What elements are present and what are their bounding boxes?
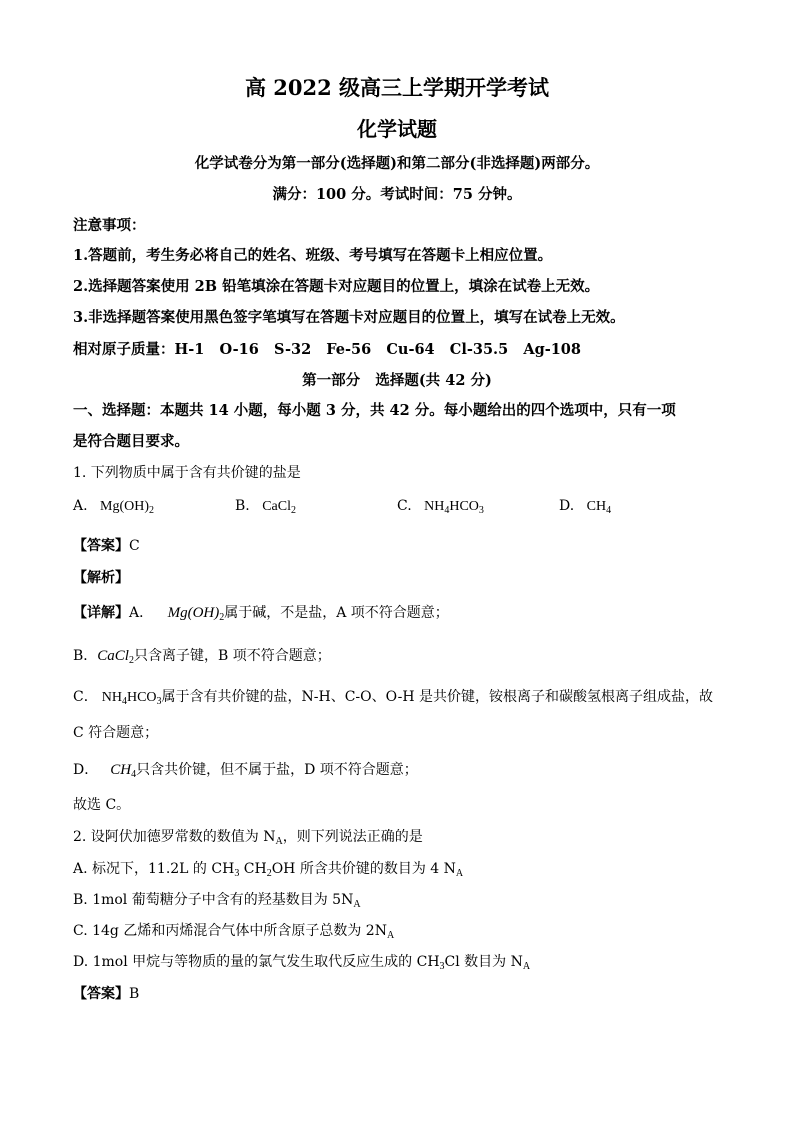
subject-title: 化学试题 xyxy=(357,117,437,141)
q1-detail-d: D． $CH_4$只含共价键，但不属于盐，D 项不符合题意； xyxy=(73,762,418,780)
q1-stem: 1. 下列物质中属于含有共价键的盐是 xyxy=(73,465,301,481)
exam-intro: 化学试卷分为第一部分(选择题)和第二部分(非选择题)两部分。 xyxy=(194,155,600,172)
part1-heading: 第一部分 选择题(共 42 分) xyxy=(302,372,492,389)
atomic-masses: 相对原子质量：H-1 O-16 S-32 Fe-56 Cu-64 Cl-35.5 Ag-108 xyxy=(73,341,581,358)
q1-conclusion: 故选 C。 xyxy=(73,797,131,813)
q2-stem: 2. 设阿伏加德罗常数的数值为 $N_A$，则下列说法正确的是 xyxy=(73,829,423,847)
part1-instruction-line2: 是符合题目要求。 xyxy=(73,433,189,450)
q2-option-d: D. 1mol 甲烷与等物质的量的氯气发生取代反应生成的 $CH_3Cl$ 数目为 $N_A$ xyxy=(73,954,531,972)
q1-detail-a: 【详解】A． $Mg(OH)_2$属于碱，不是盐，A 项不符合题意； xyxy=(73,605,449,623)
exam-title: 高 2022 级高三上学期开学考试 xyxy=(244,75,550,100)
q1-detail-c: C． $NH_4HCO_3$属于含有共价键的盐，N-H、C-O、O-H 是共价键，铵根离子和碳酸氢根离子组成盐，故 xyxy=(73,689,714,707)
note-item-1: 1.答题前，考生务必将自己的姓名、班级、考号填写在答题卡上相应位置。 xyxy=(73,247,553,264)
q1-option-b: B. CaCl$_2$ xyxy=(235,498,296,516)
q1-option-a: A. $Mg(OH)_2$ xyxy=(73,498,155,516)
notes-heading: 注意事项： xyxy=(73,217,146,234)
q1-detail-c-cont: C 符合题意； xyxy=(73,725,159,741)
q1-answer: 【答案】C xyxy=(73,538,140,554)
q2-option-a: A. 标况下，11.2L 的 $CH_3$ $CH_2OH$ 所含共价键的数目为 4 $N_A$ xyxy=(73,861,464,879)
q1-detail-b: B．CaCl$_2$只含离子键，B 项不符合题意； xyxy=(73,648,331,666)
q1-option-c: C. $NH_4HCO_3$ xyxy=(397,498,484,516)
q2-answer: 【答案】B xyxy=(73,986,140,1002)
q1-analysis-label: 【解析】 xyxy=(73,570,129,586)
q2-option-b: B. 1mol 葡萄糖分子中含有的羟基数目为 $5N_A$ xyxy=(73,892,361,910)
q2-option-c: C. 14g 乙烯和丙烯混合气体中所含原子总数为 $2N_A$ xyxy=(73,923,395,941)
part1-instruction-line1: 一、选择题：本题共 14 小题，每小题 3 分，共 42 分。每小题给出的四个选项中，只有一项 xyxy=(73,402,676,419)
note-item-2: 2.选择题答案使用 2B 铅笔填涂在答题卡对应题目的位置上，填涂在试卷上无效。 xyxy=(73,278,600,295)
score-time: 满分：100 分。考试时间：75 分钟。 xyxy=(272,186,522,203)
q1-option-d: D. $CH_4$ xyxy=(559,498,612,516)
note-item-3: 3.非选择题答案使用黑色签字笔填写在答题卡对应题目的位置上，填写在试卷上无效。 xyxy=(73,309,625,326)
